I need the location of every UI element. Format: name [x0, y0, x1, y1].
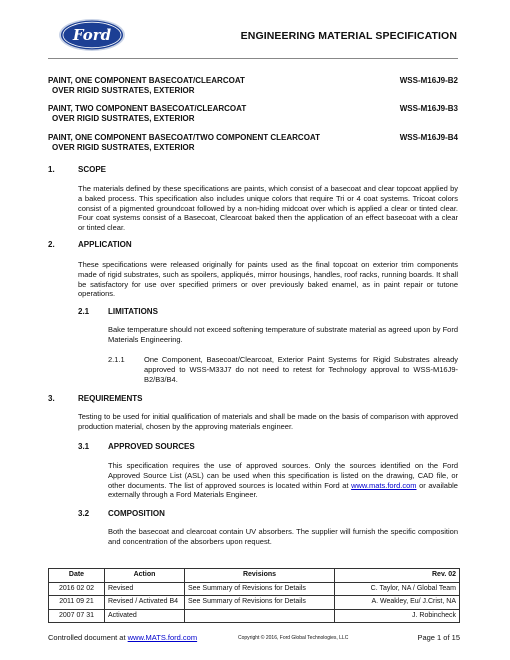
spec-subtitle: OVER RIGID SUSTRATES, EXTERIOR	[52, 114, 195, 123]
section-heading-application	[48, 240, 132, 249]
cell-action: Activated	[105, 609, 185, 623]
section-title: LIMITATIONS	[108, 307, 158, 316]
revision-table	[48, 568, 460, 623]
spec-subtitle: OVER RIGID SUSTRATES, EXTERIOR	[52, 143, 195, 152]
section-number: 2.	[48, 240, 55, 249]
spec-code: WSS-M16J9-B4	[399, 133, 458, 142]
spec-row	[48, 104, 458, 124]
cell-author: J. Robincheck	[335, 609, 460, 623]
table-row	[49, 609, 460, 623]
section-heading-requirements	[48, 394, 142, 403]
column-header-date: Date	[49, 569, 105, 583]
subsection-text: One Component, Basecoat/Clearcoat, Exterior Paint Systems for Rigid Substrates already approved to WSS-M33J7 do not need to retest for Technology approval to WSS-M16J9-B2/B3/B4.	[144, 355, 458, 384]
copyright-text: Copyright © 2016, Ford Global Technologies, LLC	[238, 635, 349, 641]
table-row	[49, 582, 460, 596]
cell-author: A. Weakley, Eu/ J.Crist, NA	[335, 596, 460, 610]
section-title: APPLICATION	[78, 240, 132, 249]
controlled-prefix: Controlled document at	[48, 633, 128, 642]
cell-action: Revised / Activated B4	[105, 596, 185, 610]
mats-ford-link[interactable]: www.mats.ford.com	[351, 480, 417, 490]
cell-revisions: See Summary of Revisions for Details	[185, 596, 335, 610]
section-title: SCOPE	[78, 165, 107, 174]
composition-paragraph: Both the basecoat and clearcoat contain UV absorbers. The supplier will furnish the specific composition and concentration of the absorbers upon request.	[108, 527, 458, 546]
spec-title: PAINT, ONE COMPONENT BASECOAT/CLEARCOAT	[48, 76, 245, 85]
section-number: 3.	[48, 394, 55, 403]
section-number: 2.1.1	[108, 355, 125, 364]
scope-paragraph: The materials defined by these specifications are paints, which consist of a basecoat and clear topcoat applied by a baked process. This specification also includes unique colors that require Tri or 4 coat systems. Tricoat colors consist of a pigmented groundcoat followed by a non-hiding midcoat over which is applied a clear or tinted clear. Four coat systems consist of a Basecoat, Clearcoat baked then the application of an effect basecoat with a clear or tinted clear.	[78, 184, 458, 233]
cell-date: 2007 07 31	[49, 609, 105, 623]
section-heading-composition	[78, 509, 165, 518]
cell-revisions: See Summary of Revisions for Details	[185, 582, 335, 596]
spec-code: WSS-M16J9-B3	[399, 104, 458, 113]
column-header-revisions: Revisions	[185, 569, 335, 583]
section-number: 2.1	[78, 307, 90, 316]
cell-author: C. Taylor, NA / Global Team	[335, 582, 460, 596]
header-divider	[48, 58, 458, 59]
column-header-rev: Rev. 02	[335, 569, 460, 583]
column-header-action: Action	[105, 569, 185, 583]
limitations-paragraph: Bake temperature should not exceed softening temperature of substrate material as agreed upon by Ford Materials Engineering.	[108, 325, 458, 344]
cell-revisions	[185, 609, 335, 623]
section-title: COMPOSITION	[108, 509, 165, 518]
approved-sources-text: This specification requires the use of approved sources. Only the sources identified on the Ford Approved Source List (ASL) can be used when this specification is listed on the drawing, CAD file, or other documents. The list of approved sources is located within Ford at	[108, 461, 458, 490]
section-heading-limitations	[78, 307, 158, 316]
cell-date: 2011 09 21	[49, 596, 105, 610]
spec-title: PAINT, TWO COMPONENT BASECOAT/CLEARCOAT	[48, 104, 247, 113]
spec-subtitle: OVER RIGID SUSTRATES, EXTERIOR	[52, 86, 195, 95]
cell-date: 2016 02 02	[49, 582, 105, 596]
section-title: APPROVED SOURCES	[108, 442, 195, 451]
section-number: 1.	[48, 165, 55, 174]
spec-code: WSS-M16J9-B2	[399, 76, 458, 85]
cell-action: Revised	[105, 582, 185, 596]
controlled-document-note	[48, 633, 197, 642]
table-header-row	[49, 569, 460, 583]
table-row	[49, 596, 460, 610]
application-paragraph: These specifications were released originally for paints used as the final topcoat on exterior trim components made of rigid substrates, such as spoilers, appliqués, mirror housings, handles, roof racks, running boards. It shall be satisfactory for use over specified primers or over previously baked enamel, as in paint repair or tutone operations.	[78, 260, 458, 299]
spec-row	[48, 76, 458, 96]
approved-sources-text-end: or available externally through a Ford Materials Engineer.	[108, 480, 458, 500]
logo-wordmark: Ford	[72, 26, 112, 44]
document-title: ENGINEERING MATERIAL SPECIFICATION	[240, 30, 457, 42]
section-title: REQUIREMENTS	[78, 394, 143, 403]
section-number: 3.1	[78, 442, 90, 451]
subsection-2-1-1	[108, 355, 458, 384]
section-heading-approved-sources	[78, 442, 195, 451]
requirements-paragraph: Testing to be used for initial qualification of materials and shall be made on the basis of comparison with approved production material, chosen by the approving materials engineer.	[78, 412, 458, 431]
mats-link[interactable]: www.MATS.ford.com	[127, 633, 198, 642]
section-heading-scope	[48, 165, 106, 174]
spec-row	[48, 133, 458, 153]
section-number: 3.2	[78, 509, 90, 518]
page-number: Page 1 of 15	[417, 633, 460, 642]
spec-title: PAINT, ONE COMPONENT BASECOAT/TWO COMPONENT CLEARCOAT	[48, 133, 320, 142]
approved-sources-paragraph	[108, 461, 458, 500]
